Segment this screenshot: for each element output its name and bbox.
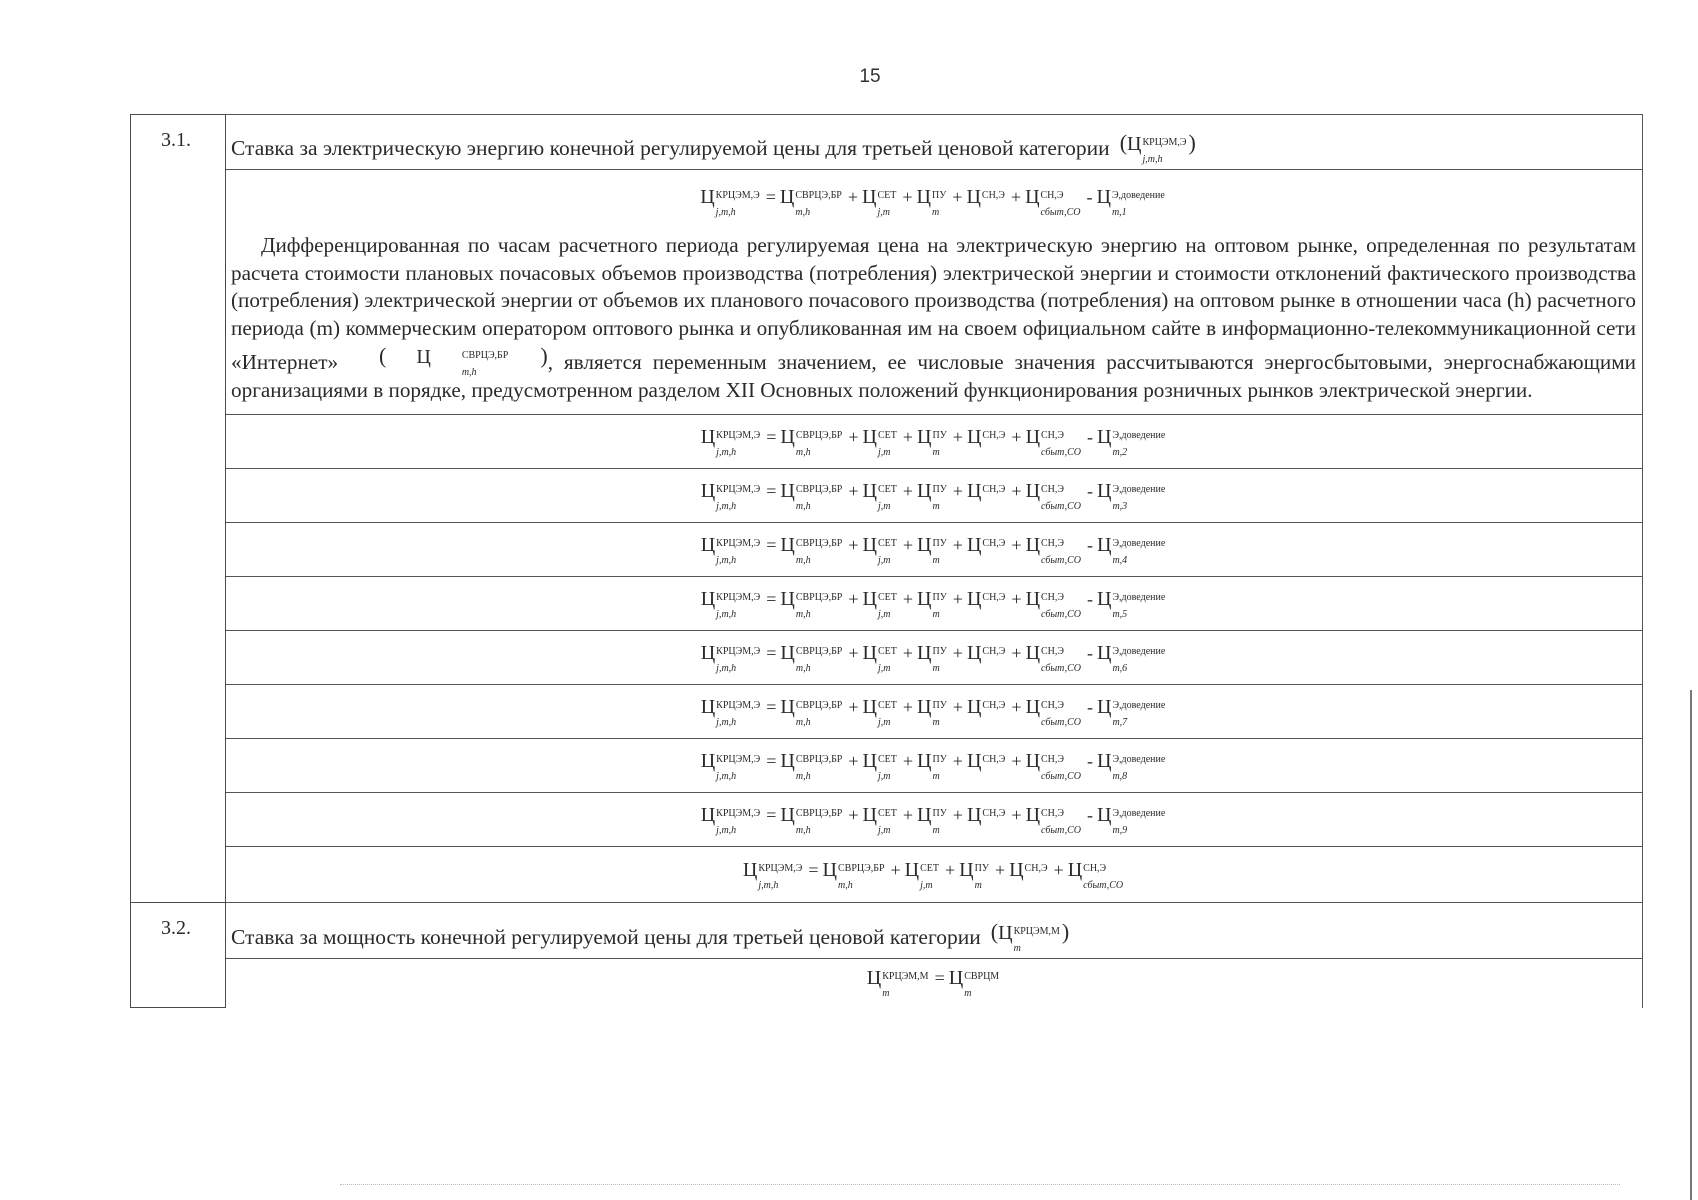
operator: + xyxy=(848,750,859,771)
operator: = xyxy=(766,480,777,501)
formula-symbol: Ц Э,доведение m,7 xyxy=(1097,695,1166,728)
operator: + xyxy=(952,480,963,501)
formula-symbol: Ц СЕТ j,m xyxy=(862,587,897,620)
operator: + xyxy=(902,804,914,825)
operator: = xyxy=(766,696,777,717)
price-formula xyxy=(700,749,1168,782)
operator: + xyxy=(848,480,859,501)
section-body xyxy=(226,902,1643,1008)
formula-symbol: Ц СН,Э xyxy=(966,186,1005,208)
formula-symbol: Ц КРЦЭМ,Э j,m,h xyxy=(700,641,761,674)
operator: + xyxy=(848,426,859,447)
formula-symbol: Ц СН,Э xyxy=(966,641,1006,664)
scan-edge xyxy=(1690,690,1692,1200)
formula-symbol: Ц СВРЦЭ,БР m,h xyxy=(780,479,843,512)
formula-symbol: Ц Э,доведение m,5 xyxy=(1097,587,1166,620)
operator: + xyxy=(952,534,963,555)
formula-symbol: Ц КРЦЭМ,Э j,m,h xyxy=(700,749,761,782)
price-formula xyxy=(700,186,1167,218)
formula-symbol: Ц ПУ m xyxy=(917,587,947,620)
price-formula xyxy=(700,695,1168,728)
operator: = xyxy=(765,187,776,207)
operator: + xyxy=(1010,187,1022,207)
formula-row xyxy=(226,468,1643,522)
scan-artifact xyxy=(340,1184,1620,1186)
formula-symbol: Ц Э,доведение m,6 xyxy=(1097,641,1166,674)
formula-symbol: Ц СН,Э xyxy=(966,587,1006,610)
operator: + xyxy=(902,750,914,771)
operator: - xyxy=(1086,187,1093,207)
operator: + xyxy=(952,187,963,207)
formula-symbol: Ц СН,Э xyxy=(966,695,1006,718)
formula-symbol: Ц СН,Э сбыт,СО xyxy=(1067,858,1124,891)
formula-symbol: Ц Э,доведение m,9 xyxy=(1097,803,1166,836)
formula-row-final xyxy=(226,846,1643,902)
formula-symbol: Ц СН,Э xyxy=(966,749,1006,772)
formula-symbol: Ц ПУ m xyxy=(917,695,947,728)
operator: + xyxy=(848,534,859,555)
formula-symbol: Ц ПУ m xyxy=(917,749,947,782)
operator: + xyxy=(945,859,956,880)
operator: + xyxy=(1011,426,1022,447)
section-title: Ставка за мощность конечной регулируемой цены для третьей ценовой категории xyxy=(231,925,981,949)
operator: - xyxy=(1087,696,1093,717)
formula-symbol: Ц Э,доведение m,1 xyxy=(1096,186,1165,218)
page-number: 15 xyxy=(859,66,881,87)
formula-symbol: Ц СН,Э сбыт,СО xyxy=(1025,533,1081,566)
formula-symbol: Ц ПУ m xyxy=(959,858,989,891)
formula-symbol: Ц СВРЦЭ,БР m,h xyxy=(780,425,843,458)
formula-symbol: Ц ПУ m xyxy=(917,533,947,566)
formula-symbol: Ц СН,Э xyxy=(966,533,1006,556)
operator: + xyxy=(902,588,914,609)
formula-symbol: Ц СЕТ j,m xyxy=(862,425,897,458)
operator: + xyxy=(902,426,914,447)
formula-symbol: Ц ПУ m xyxy=(917,425,947,458)
formula-symbol: Ц СН,Э xyxy=(966,479,1006,502)
operator: = xyxy=(808,859,819,880)
formula-symbol: Ц СЕТ j,m xyxy=(862,749,897,782)
operator: - xyxy=(1087,480,1093,501)
section-3-1 xyxy=(130,114,1643,902)
formula-symbol: Ц КРЦЭМ,Э j,m,h xyxy=(700,803,761,836)
description-block xyxy=(226,169,1643,414)
formula-symbol: Ц СЕТ j,m xyxy=(862,695,897,728)
section-body xyxy=(226,114,1643,902)
price-formula xyxy=(700,803,1168,836)
operator: - xyxy=(1087,642,1093,663)
operator: = xyxy=(766,750,777,771)
price-formula xyxy=(700,587,1168,620)
formula-symbol: Ц СЕТ j,m xyxy=(904,858,940,891)
title-symbol: ( Ц КРЦЭМ,Э j,m,h ) xyxy=(1119,130,1196,165)
price-formula xyxy=(700,641,1168,674)
formula-symbol: Ц СН,Э сбыт,СО xyxy=(1025,641,1081,674)
operator: + xyxy=(952,642,963,663)
tariff-table xyxy=(130,114,1643,1008)
section-title-row xyxy=(226,902,1643,958)
formula-symbol: Ц СВРЦЭ,БР m,h xyxy=(822,858,885,891)
formula-symbol: Ц КРЦЭМ,Э j,m,h xyxy=(700,695,761,728)
operator: - xyxy=(1087,534,1093,555)
formula-symbol: Ц СВРЦЭ,БР m,h xyxy=(780,587,843,620)
operator: + xyxy=(952,426,963,447)
operator: + xyxy=(902,187,913,207)
operator: = xyxy=(766,642,777,663)
formula-symbol: Ц СВРЦЭ,БР m,h xyxy=(780,803,843,836)
formula-symbol: Ц Э,доведение m,2 xyxy=(1097,425,1166,458)
operator: + xyxy=(848,804,859,825)
formula-symbol: Ц КРЦЭМ,Э j,m,h xyxy=(742,858,803,891)
capacity-formula-row xyxy=(226,958,1643,1008)
formula-symbol: Ц Э,доведение m,8 xyxy=(1097,749,1166,782)
operator: + xyxy=(902,696,914,717)
capacity-formula: Ц КРЦЭМ,М m = Ц СВРЦМ m xyxy=(866,967,1000,999)
formula-symbol: Ц СН,Э xyxy=(966,425,1006,448)
formula-symbol: Ц ПУ m xyxy=(916,186,947,218)
formula-symbol: Ц СН,Э xyxy=(966,803,1006,826)
formula-symbol: Ц ПУ m xyxy=(917,479,947,512)
formula-symbol: Ц Э,доведение m,4 xyxy=(1097,533,1166,566)
formula-symbol: Ц КРЦЭМ,Э j,m,h xyxy=(700,479,761,512)
operator: - xyxy=(1087,750,1093,771)
operator: + xyxy=(952,750,963,771)
formula-row xyxy=(226,630,1643,684)
operator: + xyxy=(902,534,914,555)
price-formula xyxy=(700,479,1168,512)
formula-symbol: Ц СВРЦЭ,БР m,h xyxy=(780,641,843,674)
formula-symbol: Ц ПУ m xyxy=(917,641,947,674)
operator: + xyxy=(1011,534,1022,555)
formula-symbol: Ц СН,Э сбыт,СО xyxy=(1025,803,1081,836)
formula-symbol: Ц СВРЦЭ,БР m,h xyxy=(780,749,843,782)
operator: + xyxy=(1011,480,1022,501)
section-3-2 xyxy=(130,902,1643,1008)
formula-row xyxy=(226,522,1643,576)
formula-symbol: Ц СВРЦЭ,БР m,h xyxy=(780,533,843,566)
operator: = xyxy=(766,426,777,447)
operator: + xyxy=(952,804,963,825)
operator: + xyxy=(847,187,859,207)
operator: + xyxy=(1011,696,1022,717)
formula-symbol: Ц КРЦЭМ,Э j,m,h xyxy=(700,425,761,458)
formula-symbol: Ц Э,доведение m,3 xyxy=(1097,479,1166,512)
section-title-row xyxy=(226,114,1643,169)
formula-symbol: Ц СЕТ j,m xyxy=(862,803,897,836)
operator: + xyxy=(848,588,859,609)
formula-symbol: Ц СН,Э сбыт,СО xyxy=(1025,695,1081,728)
operator: + xyxy=(1011,804,1022,825)
operator: + xyxy=(848,696,859,717)
operator: + xyxy=(1011,750,1022,771)
formula-symbol: Ц СЕТ j,m xyxy=(862,479,897,512)
price-formula xyxy=(700,533,1168,566)
operator: + xyxy=(952,588,963,609)
operator: - xyxy=(1087,426,1093,447)
description-paragraph: Дифференцированная по часам расчетного периода регулируемая цена на электрическую энергию на оптовом рынке, определенная по результатам расчета стоимости плановых почасовых объемов производства (потребления) электрической энергии и стоимости отклонений фактического производства (потребления) электрической энергии от объемов их планового почасового производства (потребления) на оптовом рынке в отношении часа (h) расчетного периода (m) коммерческим оператором оптового рынка и опубликованная им на своем официальном сайте в информационно-телекоммуникационной сети «Интернет» ( Ц СВРЦЭ,БР m,h ) , является переменным значением, ее числовые значения рассчитываются энергосбытовыми, энергоснабжающими организациями в порядке, предусмотренном разделом XII Основных положений функционирования розничных рынков электрической энергии. xyxy=(231,233,1636,402)
formula-symbol: Ц ПУ m xyxy=(917,803,947,836)
paragraph-symbol: ( Ц СВРЦЭ,БР m,h ) xyxy=(379,343,548,378)
formula-symbol: Ц СВРЦЭ,БР m,h xyxy=(779,186,842,218)
section-number: 3.1. xyxy=(130,114,226,902)
formula-symbol: Ц СЕТ j,m xyxy=(862,641,897,674)
formula-symbol: Ц СН,Э сбыт,СО xyxy=(1025,186,1081,218)
operator: + xyxy=(902,642,914,663)
operator: + xyxy=(1011,588,1022,609)
operator: + xyxy=(1011,642,1022,663)
formula-symbol: Ц СН,Э сбыт,СО xyxy=(1025,479,1081,512)
formula-symbol: Ц КРЦЭМ,Э j,m,h xyxy=(700,533,761,566)
formula-symbol: Ц СН,Э сбыт,СО xyxy=(1025,749,1081,782)
operator: - xyxy=(1087,588,1093,609)
operator: + xyxy=(994,859,1006,880)
section-number: 3.2. xyxy=(130,902,226,1008)
formula-symbol: Ц СВРЦЭ,БР m,h xyxy=(780,695,843,728)
operator: + xyxy=(1053,859,1064,880)
formula-1 xyxy=(231,186,1636,218)
operator: + xyxy=(890,859,901,880)
operator: + xyxy=(902,480,914,501)
price-formula xyxy=(700,425,1168,458)
formula-symbol: Ц СН,Э сбыт,СО xyxy=(1025,425,1081,458)
section-title: Ставка за электрическую энергию конечной регулируемой цены для третьей ценовой категории xyxy=(231,136,1110,160)
formula-row xyxy=(226,576,1643,630)
price-formula xyxy=(742,858,1125,891)
operator: = xyxy=(766,804,777,825)
operator: - xyxy=(1087,804,1093,825)
operator: = xyxy=(766,588,777,609)
formula-row xyxy=(226,684,1643,738)
formula-symbol: Ц КРЦЭМ,Э j,m,h xyxy=(700,587,761,620)
formula-symbol: Ц СН,Э xyxy=(1009,858,1048,881)
formula-row xyxy=(226,414,1643,468)
formula-symbol: Ц КРЦЭМ,Э j,m,h xyxy=(700,186,760,218)
formula-symbol: Ц СН,Э сбыт,СО xyxy=(1025,587,1081,620)
formula-symbol: Ц СЕТ j,m xyxy=(862,533,897,566)
title-symbol: ( Ц КРЦЭМ,М m ) xyxy=(990,919,1070,954)
formula-symbol: Ц СЕТ j,m xyxy=(862,186,897,218)
formula-row xyxy=(226,738,1643,792)
operator: + xyxy=(848,642,859,663)
formula-row xyxy=(226,792,1643,846)
operator: = xyxy=(766,534,777,555)
operator: + xyxy=(952,696,963,717)
